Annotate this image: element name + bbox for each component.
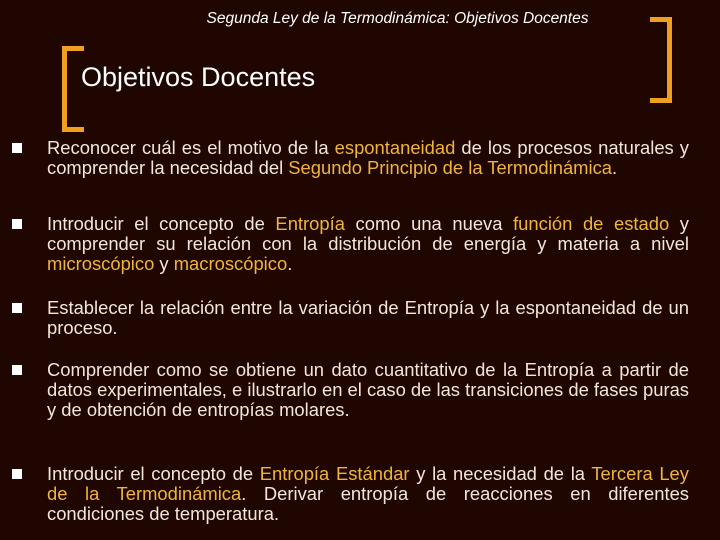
text-segment: Comprender como se obtiene un dato cuantitativo de la Entropía a partir de datos experimentales, e ilustrarlo en el caso de las transiciones de fases puras y de obtención de entropías molares.: [47, 359, 689, 420]
text-segment: .: [612, 157, 618, 178]
highlighted-term: Entropía Estándar: [259, 463, 410, 484]
bullet-text: [47, 298, 689, 338]
square-bullet-icon: [12, 219, 22, 229]
bullet-text: [47, 360, 689, 420]
text-segment: y: [154, 253, 174, 274]
highlighted-term: función de estado: [513, 213, 670, 234]
text-segment: Establecer la relación entre la variación de Entropía y la espontaneidad de un proceso.: [47, 297, 689, 338]
right-bracket-decoration: [650, 17, 672, 103]
bullet-text: [47, 214, 689, 274]
highlighted-term: Entropía: [275, 213, 345, 234]
text-segment: .: [287, 253, 293, 274]
square-bullet-icon: [12, 365, 22, 375]
text-segment: y comprender su relación con la distribución de energía y materia a nivel: [47, 213, 689, 254]
text-segment: como una nueva: [344, 213, 514, 234]
text-segment: y la necesidad de la: [409, 463, 592, 484]
slide-title: Objetivos Docentes: [81, 62, 316, 92]
bullet-text: [47, 464, 689, 524]
slide-header: Segunda Ley de la Termodinámica: Objetivos Docentes: [206, 10, 589, 27]
square-bullet-icon: [12, 469, 22, 479]
square-bullet-icon: [12, 303, 22, 313]
text-segment: de los procesos naturales y comprender la necesidad del: [47, 137, 689, 178]
text-segment: Reconocer cuál es el motivo de la: [47, 137, 335, 158]
highlighted-term: espontaneidad: [334, 137, 456, 158]
highlighted-term: microscópico: [47, 253, 155, 274]
text-segment: Introducir el concepto de: [47, 213, 276, 234]
highlighted-term: Tercera Ley de la Termodinámica: [47, 463, 689, 504]
text-segment: . Derivar entropía de reacciones en diferentes condiciones de temperatura.: [47, 483, 689, 524]
highlighted-term: Segundo Principio de la Termodinámica: [288, 157, 613, 178]
square-bullet-icon: [12, 143, 22, 153]
text-segment: Introducir el concepto de: [47, 463, 260, 484]
bullet-text: [47, 138, 689, 178]
highlighted-term: macroscópico: [173, 253, 288, 274]
